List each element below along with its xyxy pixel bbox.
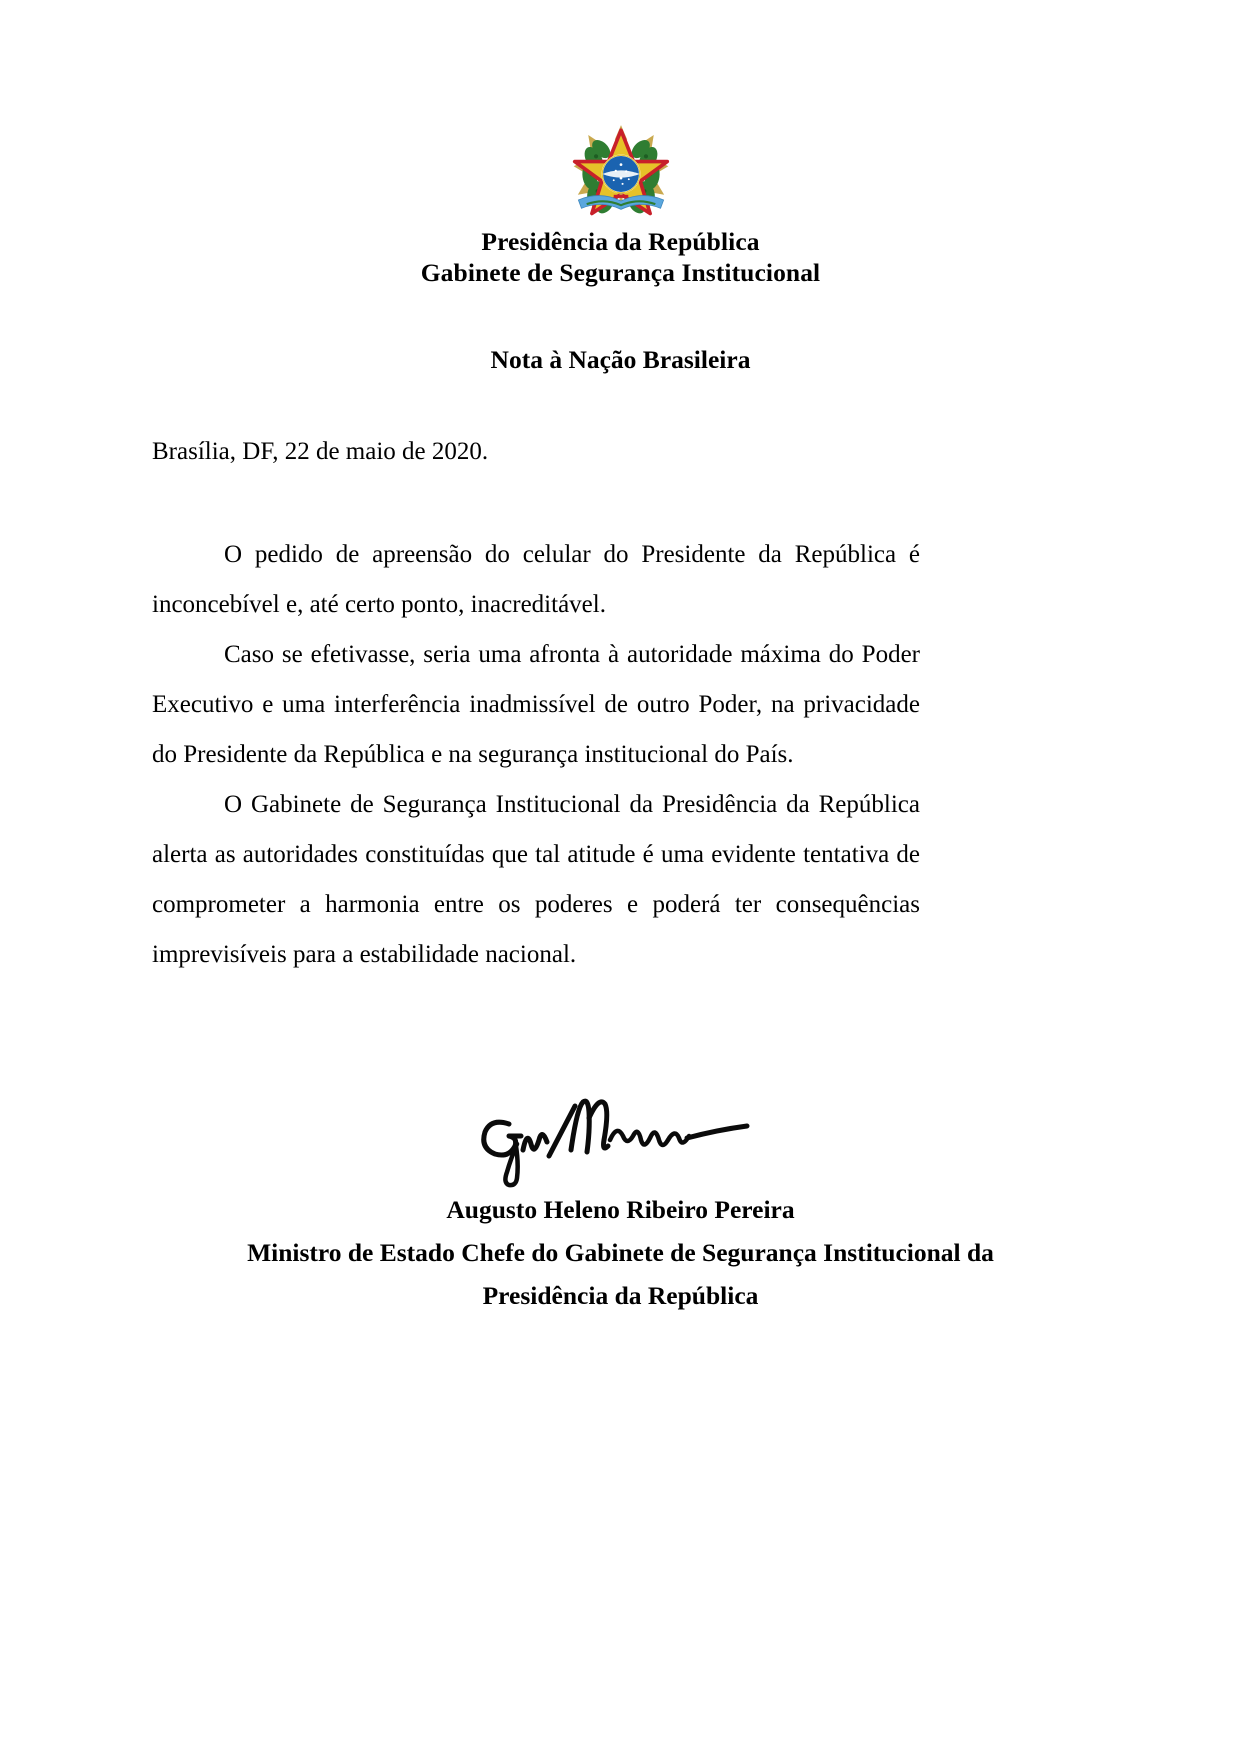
signature-container xyxy=(0,1078,1241,1193)
paragraph-stack xyxy=(152,530,920,980)
emblem-container xyxy=(0,122,1241,226)
signatory-role-line-1: Ministro de Estado Chefe do Gabinete de Segurança Institucional da xyxy=(247,1238,994,1267)
signatory-name: Augusto Heleno Ribeiro Pereira xyxy=(446,1195,795,1224)
document-body xyxy=(152,432,920,980)
document-title: Nota à Nação Brasileira xyxy=(490,345,751,374)
brazil-coat-of-arms-icon xyxy=(569,122,673,226)
header-line-presidency: Presidência da República xyxy=(481,227,760,256)
institution-header xyxy=(0,226,1241,288)
body-paragraph-2: Caso se efetivasse, seria uma afronta à autoridade máxima do Poder Executivo e uma interferência inadmissível de outro Poder, na privacidade do Presidente da República e na segurança institucional do País. xyxy=(152,641,920,768)
handwritten-signature-icon xyxy=(471,1078,771,1188)
body-paragraph-3: O Gabinete de Segurança Institucional da Presidência da República alerta as autoridades constituídas que tal atitude é uma evidente tentativa de comprometer a harmonia entre os poderes e poderá ter consequências imprevisíveis para a estabilidade nacional. xyxy=(152,791,920,968)
dateline: Brasília, DF, 22 de maio de 2020. xyxy=(152,438,489,465)
signature-text-block xyxy=(0,1188,1241,1317)
body-paragraph-1: O pedido de apreensão do celular do Presidente da República é inconcebível e, até certo ponto, inacreditável. xyxy=(152,541,920,618)
signatory-role-line-2: Presidência da República xyxy=(482,1281,759,1310)
header-line-office: Gabinete de Segurança Institucional xyxy=(420,258,821,287)
